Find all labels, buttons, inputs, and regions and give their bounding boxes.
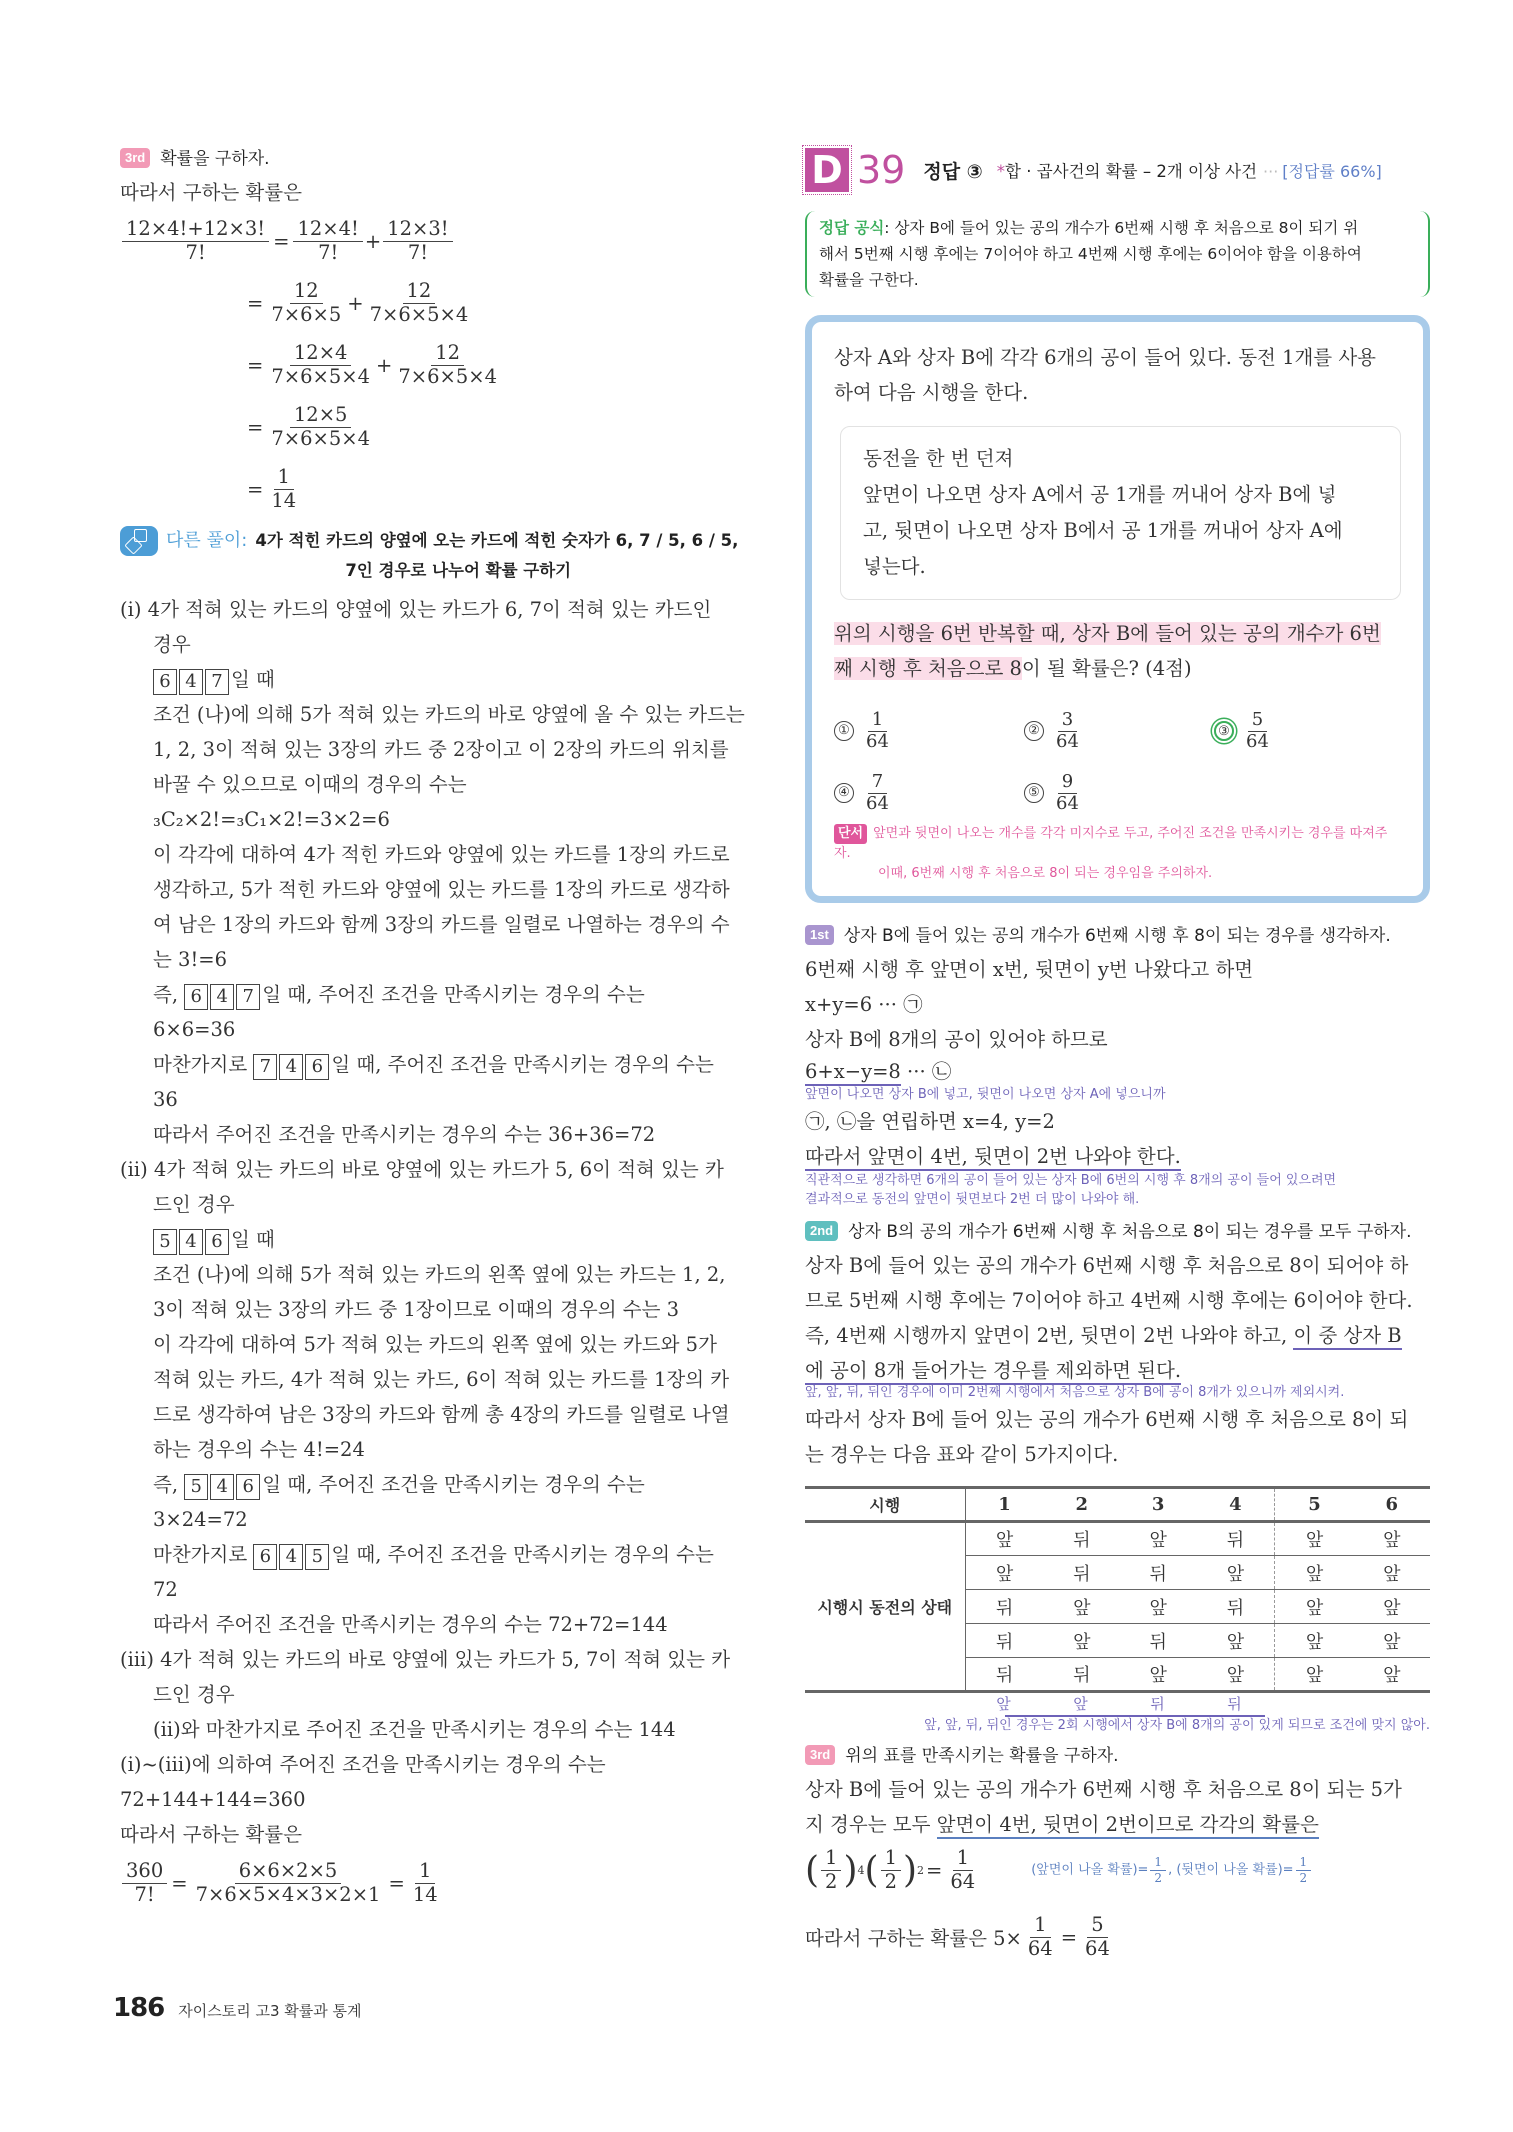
card-arrangement: 즉, 6 4 7 일 때, 주어진 조건을 만족시키는 경우의 수는 bbox=[120, 977, 745, 1012]
fraction: $\frac{12\times 3!}{7!}$ bbox=[383, 219, 452, 263]
alternative-solution-heading: 다른 풀이: 4가 적힌 카드의 양옆에 오는 카드에 적힌 숫자가 6, 7 / 5, 6 / 5, 7인 경우로 나누어 확률 구하기 bbox=[120, 526, 745, 586]
choice-1[interactable]: ① $\frac{1}{64}$ bbox=[834, 702, 1024, 760]
case-heading: (ⅰ) 4가 적혀 있는 카드의 양옆에 있는 카드가 6, 7이 적혀 있는 카드인 bbox=[120, 598, 712, 621]
step3-heading: 3rd 위의 표를 만족시키는 확률을 구하자. bbox=[805, 1737, 1430, 1772]
answer-choices bbox=[834, 702, 1401, 822]
problem-box: 상자 A와 상자 B에 각각 6개의 공이 들어 있다. 동전 1개를 사용 하여 다음 시행을 한다. 동전을 한 번 던져 앞면이 나오면 상자 A에서 공 1개를 꺼내어 상자 B에 넣 고, 뒷면이 나오면 상자 B에서 공 1개를 꺼내어 상자 A에 넣는다. 위의 시행을 6번 반복할 때, 상자 B에 들어 있는 공의 개수가 6번 째 시행 후 처음으로 8이 될 확률은? (4점) ① $\frac{1}{64}$ ② $\frac{3}{64}$ ③ $\frac{5}{64}$ ④ $\frac{7}{64}$ ⑤ $\frac{9}{64}$ 단서 앞면과 뒷면이 나오는 개수를 각각 미지수로 두고, 주어진 조건을 만족시키는 경우를 따져주자. 이때, 6번째 시행 후 처음으로 8이 되는 경우임을 주의하자. bbox=[805, 315, 1430, 903]
text-line: 따라서 구하는 확률은 bbox=[120, 181, 302, 204]
condition-box: 동전을 한 번 던져 앞면이 나오면 상자 A에서 공 1개를 꺼내어 상자 B에 넣 고, 뒷면이 나오면 상자 B에서 공 1개를 꺼내어 상자 A에 넣는다. bbox=[840, 426, 1401, 600]
choice-2[interactable]: ② $\frac{3}{64}$ bbox=[1024, 702, 1214, 760]
hint-note: 단서 앞면과 뒷면이 나오는 개수를 각각 미지수로 두고, 주어진 조건을 만족시키는 경우를 따져주자. 이때, 6번째 시행 후 처음으로 8이 되는 경우임을 주의하자. bbox=[834, 826, 1388, 881]
fraction: $\frac{12\times 4!}{7!}$ bbox=[293, 219, 362, 263]
difficulty-badge: D bbox=[805, 148, 849, 192]
correct-rate: ··· [정답률 66%] bbox=[1263, 161, 1382, 181]
case-heading: (ⅲ) 4가 적혀 있는 카드의 바로 양옆에 있는 카드가 5, 7이 적혀 있는 카 bbox=[120, 1648, 731, 1671]
dice-icon bbox=[120, 526, 158, 556]
question-number: 39 bbox=[857, 148, 906, 192]
answer-label: 정답 ③ bbox=[923, 160, 983, 183]
equation-row: = $\frac{1}{14}$ bbox=[247, 465, 297, 512]
table-row: 시행시 동전의 상태 앞 뒤 앞 뒤 앞 앞 bbox=[805, 1522, 1430, 1556]
card-arrangement: 마찬가지로 7 4 6 일 때, 주어진 조건을 만족시키는 경우의 수는 bbox=[120, 1047, 745, 1082]
fraction: $\frac{12\times 4!+12\times 3!}{7!}$ bbox=[122, 219, 269, 263]
step-badge: 3rd bbox=[120, 148, 150, 168]
excluded-case: 앞 앞 뒤 뒤 앞, 앞, 뒤, 뒤인 경우는 2회 시행에서 상자 B에 8개의 공이 있게 되므로 조건에 맞지 않아. bbox=[924, 1695, 1430, 1733]
final-equation: $\frac{360}{7!}$ = $\frac{6\times 6\times 2\times 5}{7\times 6\times 5\times 4\times 3\times 2\times 1}$ = $\frac{1}{14}$ bbox=[120, 1852, 745, 1914]
left-column: 3rd 확률을 구하자. 따라서 구하는 확률은 $\frac{12\times 4!+12\times 3!}{7!}$ = $\frac{12\times 4!}{7!}$ + $\frac{12\times 3!}{7!}$ = $\frac{12}{7\times 6\times 5}$ + $\frac{12}{7\times 6\times 5\times 4}$ = $\frac{12\times 4}{7\times 6\times 5\times 4}$ + $\frac{12}{7\times 6\times 5\times 4}$ = $\frac{12\times 5}{7\times 6\times 5\times 4}$ = $\frac{1}{14}$ 다른 풀이: 4가 적힌 카드의 양옆에 오는 카드에 적힌 숫자가 6, 7 / 5, 6 / 5, 7인 경우로 나누어 확률 구하기 (ⅰ) 4가 적혀 있는 카드의 양옆에 있는 카드가 6, 7이 적혀 있는 카드인 경우 6 4 7 일 때 조건 (나)에 의해 5가 적혀 있는 카드의 바로 양옆에 올 수 있는 카드는 1, 2, 3이 적혀 있는 3장의 카드 중 2장이고 이 2장의 카드의 위치를 바꿀 수 있으므로 이때의 경우의 수는 ₃C₂×2!=₃C₁×2!=3×2=6 이 각각에 대하여 4가 적힌 카드와 양옆에 있는 카드를 1장의 카드로 생각하고, 5가 적힌 카드와 양옆에 있는 카드를 1장의 카드로 생각하 여 남은 1장의 카드와 함께 3장의 카드를 일렬로 나열하는 경우의 수 는 3!=6 즉, 6 4 7 일 때, 주어진 조건을 만족시키는 경우의 수는 6×6=36 마찬가지로 7 4 6 일 때, 주어진 조건을 만족시키는 경우의 수는 36 따라서 주어진 조건을 만족시키는 경우의 수는 36+36=72 (ⅱ) 4가 적혀 있는 카드의 바로 양옆에 있는 카드가 5, 6이 적혀 있는 카 드인 경우 5 4 6 일 때 조건 (나)에 의해 5가 적혀 있는 카드의 왼쪽 옆에 있는 카드는 1, 2, 3이 적혀 있는 3장의 카드 중 1장이므로 이때의 경우의 수는 3 이 각각에 대하여 5가 적혀 있는 카드의 왼쪽 옆에 있는 카드와 5가 적혀 있는 카드, 4가 적혀 있는 카드, 6이 적혀 있는 카드를 1장의 카 드로 생각하여 남은 3장의 카드와 함께 총 4장의 카드를 일렬로 나열 하는 경우의 수는 4!=24 즉, 5 4 6 일 때, 주어진 조건을 만족시키는 경우의 수는 3×24=72 마찬가지로 6 4 5 일 때, 주어진 조건을 만족시키는 경우의 수는 72 따라서 주어진 조건을 만족시키는 경우의 수는 72+72=144 (ⅲ) 4가 적혀 있는 카드의 바로 양옆에 있는 카드가 5, 7이 적혀 있는 카 드인 경우 (ⅱ)와 마찬가지로 주어진 조건을 만족시키는 경우의 수는 144 (ⅰ)~(ⅲ)에 의하여 주어진 조건을 만족시키는 경우의 수는 72+144+144=360 따라서 구하는 확률은 $\frac{360}{7!}$ = $\frac{6\times 6\times 2\times 5}{7\times 6\times 5\times 4\times 3\times 2\times 1}$ = $\frac{1}{14}$ bbox=[120, 140, 745, 1914]
equation-row: = $\frac{12\times 5}{7\times 6\times 5\times 4}$ bbox=[247, 403, 370, 450]
book-title: 자이스토리 고3 확률과 통계 bbox=[178, 2002, 362, 2020]
page-footer bbox=[113, 1993, 362, 2023]
probability-note: (앞면이 나올 확률)= $\frac{1}{2}$ , (뒷면이 나올 확률)= $\frac{1}{2}$ bbox=[1031, 1856, 1313, 1884]
card-arrangement: 5 4 6 일 때 bbox=[120, 1222, 745, 1257]
table-row: 뒤 앞 앞 뒤 앞 앞 bbox=[805, 1590, 1430, 1624]
coin-results-table: 시행 1 2 3 4 5 6 시행시 동전의 상태 앞 뒤 앞 뒤 앞 앞 앞 뒤 뒤 앞 앞 앞 뒤 앞 앞 뒤 앞 앞 뒤 앞 뒤 앞 앞 앞 뒤 뒤 앞 앞 앞 앞 bbox=[805, 1486, 1430, 1693]
final-answer-equation: 따라서 구하는 확률은 5× $\frac{1}{64}$ = $\frac{5}{64}$ bbox=[805, 1913, 1110, 1960]
probability-equation: ( $\frac{1}{2}$ ) 4 ( $\frac{1}{2}$ ) 2 = $\frac{1}{64}$ (앞면이 나올 확률)= $\frac{1}{2}$ , (뒷면이 나올 확률)= $\frac{1}{2}$ bbox=[805, 1842, 1430, 1898]
page-number: 186 bbox=[113, 1993, 165, 2023]
equation-row: $\frac{12\times 4!+12\times 3!}{7!}$ = $\frac{12\times 4!}{7!}$ + $\frac{12\times 3!}{7!}$ bbox=[120, 210, 745, 272]
card-arrangement: 6 4 7 일 때 bbox=[120, 662, 745, 697]
case-heading: (ⅱ) 4가 적혀 있는 카드의 바로 양옆에 있는 카드가 5, 6이 적혀 있는 카 bbox=[120, 1158, 724, 1181]
card-arrangement: 마찬가지로 6 4 5 일 때, 주어진 조건을 만족시키는 경우의 수는 bbox=[120, 1537, 745, 1572]
topic-label: *합 · 곱사건의 확률 – 2개 이상 사건 bbox=[996, 162, 1258, 181]
equation-row: = $\frac{12}{7\times 6\times 5}$ + $\frac{12}{7\times 6\times 5\times 4}$ bbox=[247, 279, 469, 326]
choice-4[interactable]: ④ $\frac{7}{64}$ bbox=[834, 764, 1024, 822]
table-row: 뒤 앞 뒤 앞 앞 앞 bbox=[805, 1624, 1430, 1658]
card-arrangement: 즉, 5 4 6 일 때, 주어진 조건을 만족시키는 경우의 수는 bbox=[120, 1467, 745, 1502]
choice-3-correct[interactable]: ③ $\frac{5}{64}$ bbox=[1214, 702, 1404, 760]
choice-5[interactable]: ⑤ $\frac{9}{64}$ bbox=[1024, 764, 1214, 822]
answer-formula-box: 정답 공식: 상자 B에 들어 있는 공의 개수가 6번째 시행 후 처음으로 8이 되기 위 해서 5번째 시행 후에는 7이어야 하고 4번째 시행 후에는 6이어야 함을 이용하여 확률을 구한다. bbox=[805, 211, 1430, 297]
table-row: 앞 뒤 뒤 앞 앞 앞 bbox=[805, 1556, 1430, 1590]
step3-heading: 3rd 확률을 구하자. bbox=[120, 140, 745, 175]
table-row: 뒤 뒤 앞 앞 앞 앞 bbox=[805, 1658, 1430, 1692]
equation-row: = $\frac{12\times 4}{7\times 6\times 5\times 4}$ + $\frac{12}{7\times 6\times 5\times 4}$ bbox=[247, 341, 497, 388]
question-text: 위의 시행을 6번 반복할 때, 상자 B에 들어 있는 공의 개수가 6번 째 시행 후 처음으로 8이 될 확률은? (4점) bbox=[834, 622, 1381, 680]
step2-heading: 2nd 상자 B의 공의 개수가 6번째 시행 후 처음으로 8이 되는 경우를 모두 구하자. bbox=[805, 1213, 1430, 1248]
right-column: D 39 정답 ③ *합 · 곱사건의 확률 – 2개 이상 사건 ··· [정답률 66%] 정답 공식: 상자 B에 들어 있는 공의 개수가 6번째 시행 후 처음으로 8이 되기 위 해서 5번째 시행 후에는 7이어야 하고 4번째 시행 후에는 6이어야 함을 이용하여 확률을 구한다. 상자 A와 상자 B에 각각 6개의 공이 들어 있다. 동전 1개를 사용 하여 다음 시행을 한다. 동전을 한 번 던져 앞면이 나오면 상자 A에서 공 1개를 꺼내어 상자 B에 넣 고, 뒷면이 나오면 상자 B에서 공 1개를 꺼내어 상자 A에 넣는다. 위의 시행을 6번 반복할 때, 상자 B에 들어 있는 공의 개수가 6번 째 시행 후 처음으로 8이 될 확률은? (4점) ① $\frac{1}{64}$ ② $\frac{3}{64}$ ③ $\frac{5}{64}$ ④ $\frac{7}{64}$ ⑤ $\frac{9}{64}$ 단서 앞면과 뒷면이 나오는 개수를 각각 미지수로 두고, 주어진 조건을 만족시키는 경우를 따져주자. 이때, 6번째 시행 후 처음으로 8이 되는 경우임을 주의하자. 1st 상자 B에 들어 있는 공의 개수가 6번째 시행 후 8이 되는 경우를 생각하자. 6번째 시행 후 앞면이 x번, 뒷면이 y번 나왔다고 하면 x+y=6 ··· ㉠ 상자 B에 8개의 공이 있어야 하므로 6+x−y=8 ··· ㉡ 앞면이 나오면 상자 B에 넣고, 뒷면이 나오면 상자 A에 넣으니까 ㉠, ㉡을 연립하면 x=4, y=2 따라서 앞면이 4번, 뒷면이 2번 나와야 한다. 직관적으로 생각하면 6개의 공이 들어 있는 상자 B에 6번의 시행 후 8개의 공이 들어 있으려면 결과적으로 동전의 앞면이 뒷면보다 2번 더 많이 나와야 해. 2nd 상자 B의 공의 개수가 6번째 시행 후 처음으로 8이 되는 경우를 모두 구하자. 상자 B에 들어 있는 공의 개수가 6번째 시행 후 처음으로 8이 되어야 하 므로 5번째 시행 후에는 7이어야 하고 4번째 시행 후에는 6이어야 한다. 즉, 4번째 시행까지 앞면이 2번, 뒷면이 2번 나와야 하고, 이 중 상자 B 에 공이 8개 들어가는 경우를 제외하면 된다. 앞, 앞, 뒤, 뒤인 경우에 이미 2번째 시행에서 처음으로 상자 B에 공이 8개가 있으니까 제외시켜. 따라서 상자 B에 들어 있는 공의 개수가 6번째 시행 후 처음으로 8이 되 는 경우는 다음 표와 같이 5가지이다. 시행 1 2 3 4 5 6 시행시 동전의 상태 앞 뒤 앞 뒤 앞 앞 앞 뒤 뒤 앞 앞 앞 뒤 앞 앞 뒤 앞 앞 뒤 앞 뒤 앞 앞 앞 뒤 뒤 앞 앞 앞 앞 앞 앞 뒤 뒤 앞, 앞, 뒤, 뒤인 경우는 2회 시행에서 상자 B에 8개의 공이 있게 되므로 조건에 맞지 않아. 3rd 위의 표를 만족시키는 확률을 구하자. 상자 B에 들어 있는 공의 개수가 6번째 시행 후 처음으로 8이 되는 5가 지 경우는 모두 앞면이 4번, 뒷면이 2번이므로 각각의 확률은 ( $\frac{1}{2}$ ) 4 ( $\frac{1}{2}$ ) 2 = $\frac{1}{64}$ (앞면이 나올 확률)= $\frac{1}{2}$ , (뒷면이 나올 확률)= $\frac{1}{2}$ 따라서 구하는 확률은 5× $\frac{1}{64}$ = $\frac{5}{64}$ bbox=[805, 143, 1430, 1968]
question-header bbox=[805, 143, 1430, 197]
step1-heading: 1st 상자 B에 들어 있는 공의 개수가 6번째 시행 후 8이 되는 경우를 생각하자. bbox=[805, 917, 1430, 952]
